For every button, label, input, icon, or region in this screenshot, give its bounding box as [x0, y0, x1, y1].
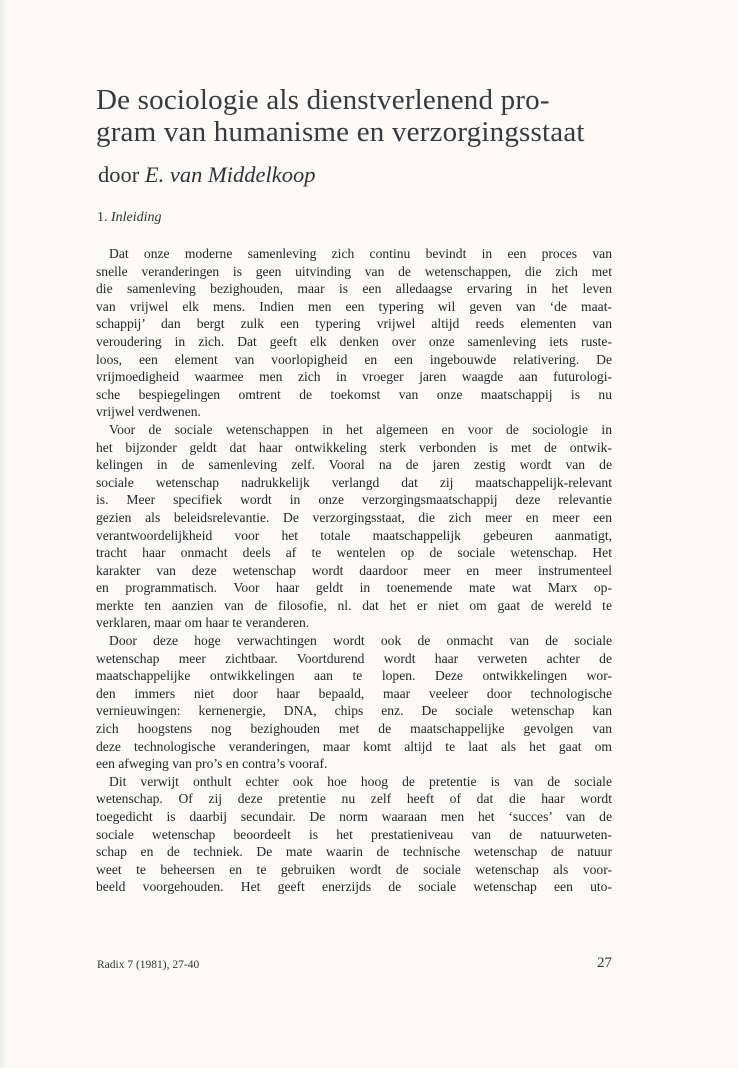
- page-number: 27: [597, 955, 612, 971]
- body-line: weet te beheersen en te gebruiken wordt de sociale wetenschap als voor-: [96, 861, 612, 877]
- body-line: van vrijwel elk mens. Indien men een typering wil geven van ‘de maat-: [96, 298, 612, 314]
- body-line: sche bespiegelingen omtrent de toekomst van onze maatschappij is nu: [96, 386, 612, 402]
- body-line: Dat onze moderne samenleving zich continu bevindt in een proces van: [109, 246, 612, 261]
- body-line: die samenleving bezighouden, maar is een alledaagse ervaring in het leven: [96, 281, 612, 297]
- author-prefix: door: [98, 162, 140, 187]
- body-line: het bijzonder geldt dat haar ontwikkeling sterk verbonden is met de ontwik-: [96, 439, 612, 455]
- body-line: den immers niet door haar bepaald, maar veeleer door technologische: [96, 685, 612, 701]
- body-line: vernieuwingen: kernenergie, DNA, chips enz. De sociale wetenschap kan: [96, 703, 612, 719]
- body-line: en programmatisch. Voor haar geldt in toenemende mate wat Marx op-: [96, 580, 612, 596]
- article-author: [98, 162, 315, 188]
- body-line: Door deze hoge verwachtingen wordt ook de onmacht van de sociale: [109, 633, 612, 649]
- body-line: snelle veranderingen is geen uitvinding van de wetenschappen, die zich met: [96, 263, 612, 279]
- section-title: Inleiding: [111, 210, 162, 225]
- body-line: toegedicht is daarbij secundair. De norm waaraan men het ‘succes’ van de: [96, 809, 612, 824]
- title-line-1: De sociologie als dienstverlenend pro-: [96, 84, 550, 116]
- body-line: vrijmoedigheid waarmee men zich in vroeger jaren waagde aan futurologi-: [96, 369, 612, 385]
- body-line: merkte ten aanzien van de filosofie, nl. dat het er niet om gaat de wereld te: [96, 597, 612, 613]
- body-line: vrijwel verdwenen.: [96, 404, 201, 420]
- body-line: gezien als beleidsrelevantie. De verzorgingsstaat, die zich meer en meer een: [96, 509, 612, 525]
- body-line: sociale wetenschap nadrukkelijk verlangd dat zij maatschappelijk-relevant: [96, 474, 612, 490]
- body-line: een afweging van pro’s en contra’s vooraf.: [96, 756, 328, 772]
- body-line: sociale wetenschap beoordeelt is het prestatieniveau van de natuurweten-: [96, 826, 612, 842]
- body-line: wetenschap. Of zij deze pretentie nu zelf heeft of dat die haar wordt: [96, 791, 612, 807]
- body-line: deze technologische veranderingen, maar komt altijd te laat als het gaat om: [96, 738, 612, 754]
- body-line: kelingen in de samenleving zelf. Vooral na de jaren zestig wordt van de: [96, 457, 612, 473]
- body-line: schap en de techniek. De mate waarin de technische wetenschap de natuur: [96, 844, 612, 860]
- article-title: [96, 84, 616, 148]
- body-line: veroudering in zich. Dat geeft elk denken over onze samenleving iets ruste-: [96, 333, 612, 349]
- body-line: loos, een element van voorlopigheid en een ingebouwde relativering. De: [96, 351, 612, 367]
- body-line: wetenschap meer zichtbaar. Voortdurend wordt haar verweten achter de: [96, 650, 612, 666]
- article-body: [96, 245, 612, 896]
- body-line: Voor de sociale wetenschappen in het algemeen en voor de sociologie in: [109, 421, 612, 437]
- body-line: beeld voorgehouden. Het geeft enerzijds de sociale wetenschap een uto-: [96, 879, 612, 895]
- section-number: 1.: [97, 210, 108, 225]
- body-line: tracht haar onmacht deels af te wentelen op de sociale wetenschap. Het: [96, 545, 612, 561]
- body-line: verklaren, maar om haar te veranderen.: [96, 615, 310, 631]
- body-line: maatschappelijke ontwikkelingen aan te lopen. Deze ontwikkelingen wor-: [96, 668, 612, 684]
- journal-citation: Radix 7 (1981), 27-40: [97, 959, 200, 971]
- scan-edge-shadow: [0, 0, 8, 1068]
- title-line-2: gram van humanisme en verzorgingsstaat: [96, 116, 585, 148]
- author-name: E. van Middelkoop: [144, 162, 316, 187]
- body-line: schappij’ dan bergt zulk een typering vrijwel altijd reeds elementen van: [96, 316, 612, 332]
- body-line: is. Meer specifiek wordt in onze verzorgingsmaatschappij deze relevantie: [96, 492, 612, 508]
- body-line: karakter van deze wetenschap wordt daardoor meer en meer instrumenteel: [96, 562, 612, 578]
- body-line: verantwoordelijkheid voor het totale maatschappelijk gebeuren aanmatigt,: [96, 527, 612, 543]
- body-line: Dit verwijt onthult echter ook hoe hoog de pretentie is van de sociale: [109, 773, 612, 789]
- body-line: zich hoogstens nog bezighouden met de maatschappelijke gevolgen van: [96, 721, 612, 737]
- section-heading: [97, 209, 162, 227]
